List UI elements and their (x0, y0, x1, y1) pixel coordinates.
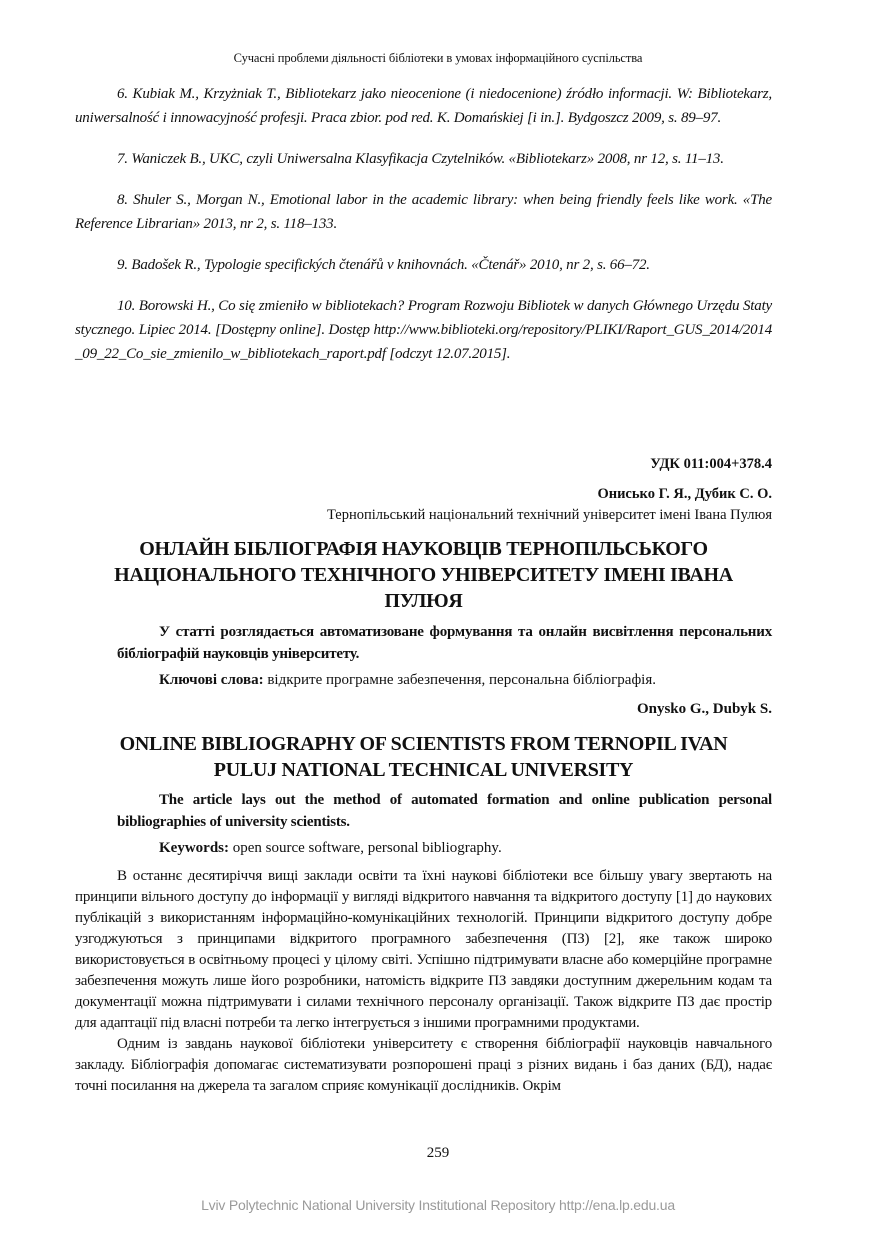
udk-code: УДК 011:004+378.4 (650, 456, 772, 472)
keywords-value: відкрите програмне забезпечення, персональна бібліографія. (263, 672, 656, 688)
page-number: 259 (426, 1145, 450, 1161)
keywords-english (159, 840, 502, 857)
title-english (75, 731, 772, 783)
title-line: НАЦІОНАЛЬНОГО ТЕХНІЧНОГО УНІВЕРСИТЕТУ ІМЕНІ ІВАНА (114, 564, 733, 586)
keywords-label: Keywords: (159, 840, 229, 856)
reference-list (75, 82, 772, 366)
title-line: ПУЛЮЯ (384, 590, 463, 612)
body-paragraph: В останнє десятиріччя вищі заклади освіти та їхні наукові бібліотеки все більшу увагу звертають на принципи вільного доступу до інформації у вигляді відкритого навчання та відкритого доступу [1] до наукових публікацій з використанням інформаційно-комунікаційних технологій. Принципи відкритого доступу добре узгоджуються з принципами відкритого програмного забезпечення (ПЗ) [2], яке також широко використовується в освітньому процесі у цілому світі. Успішно підтримувати власне або комерційне програмне забезпечення можуть лише його розробники, натомість відкрите ПЗ завдяки доступним джерельним кодам та документації можна підтримувати і силами технічного персоналу організації. Також відкрите ПЗ дає простір для адаптації під власні потреби та легко інтегрується з іншими програмними продуктами. (75, 868, 772, 1031)
abstract-ukrainian: У статті розглядається автоматизоване формування та онлайн висвітлення персональних бібліографій науковців університету. (117, 624, 772, 662)
affiliation: Тернопільський національний технічний університет імені Івана Пулюя (326, 507, 772, 523)
title-ukrainian (75, 536, 772, 614)
body-text (75, 866, 772, 1097)
title-line: ONLINE BIBLIOGRAPHY OF SCIENTISTS FROM TERNOPIL IVAN (119, 733, 728, 755)
reference-item: 8. Shuler S., Morgan N., Emotional labor in the academic library: when being friendly feels like work. «The Reference Librarian» 2013, nr 2, s. 118–133. (75, 192, 772, 232)
keywords-label: Ключові слова: (159, 672, 264, 688)
running-header: Сучасні проблеми діяльності бібліотеки в умовах інформаційного суспільства (233, 51, 643, 65)
body-paragraph: Одним із завдань наукової бібліотеки університету є створення бібліографії науковців навчального закладу. Бібліографія допомагає систематизувати розпорошені праці з різних видань і баз даних (БД), надає точні посилання на джерела та загалом сприяє комунікації дослідників. Окрім (75, 1036, 772, 1094)
authors-ukrainian: Онисько Г. Я., Дубик С. О. (597, 486, 772, 502)
reference-item: 10. Borowski H., Co się zmieniło w bibliotekach? Program Rozwoju Bibliotek w danych Głównego Urzędu Statystycznego. Lipiec 2014. [Dostępny online]. Dostęp http://www.biblioteki.org/repository/PLIKI/Raport_GUS_2014/2014_09_22_Co_sie_zmienilo_w_bibliotekach_raport.pdf [odczyt 12.07.2015]. (75, 298, 772, 362)
keywords-value: open source software, personal bibliography. (229, 840, 502, 856)
abstract-english: The article lays out the method of automated formation and online publication personal bibliographies of university scientists. (117, 792, 772, 830)
repository-watermark: Lviv Polytechnic National University Institutional Repository http://ena.lp.edu.ua (201, 1197, 675, 1213)
title-line: ОНЛАЙН БІБЛІОГРАФІЯ НАУКОВЦІВ ТЕРНОПІЛЬСЬКОГО (139, 538, 708, 560)
reference-item: 6. Kubiak M., Krzyżniak T., Bibliotekarz jako nieocenione (i niedocenione) źródło informacji. W: Bibliotekarz, uniwersalność i innowacyjność profesji. Praca zbior. pod red. K. Domańskiej [i in.]. Bydgoszcz 2009, s. 89–97. (75, 86, 772, 126)
title-line: PULUJ NATIONAL TECHNICAL UNIVERSITY (213, 759, 634, 781)
reference-item: 9. Badošek R., Typologie specifických čtenářů v knihovnách. «Čtenář» 2010, nr 2, s. 66–72. (117, 257, 650, 273)
keywords-ukrainian (159, 672, 656, 689)
reference-item: 7. Waniczek B., UKC, czyli Uniwersalna Klasyfikacja Czytelników. «Bibliotekarz» 2008, nr 12, s. 11–13. (117, 151, 724, 167)
authors-english: Onysko G., Dubyk S. (636, 701, 772, 717)
